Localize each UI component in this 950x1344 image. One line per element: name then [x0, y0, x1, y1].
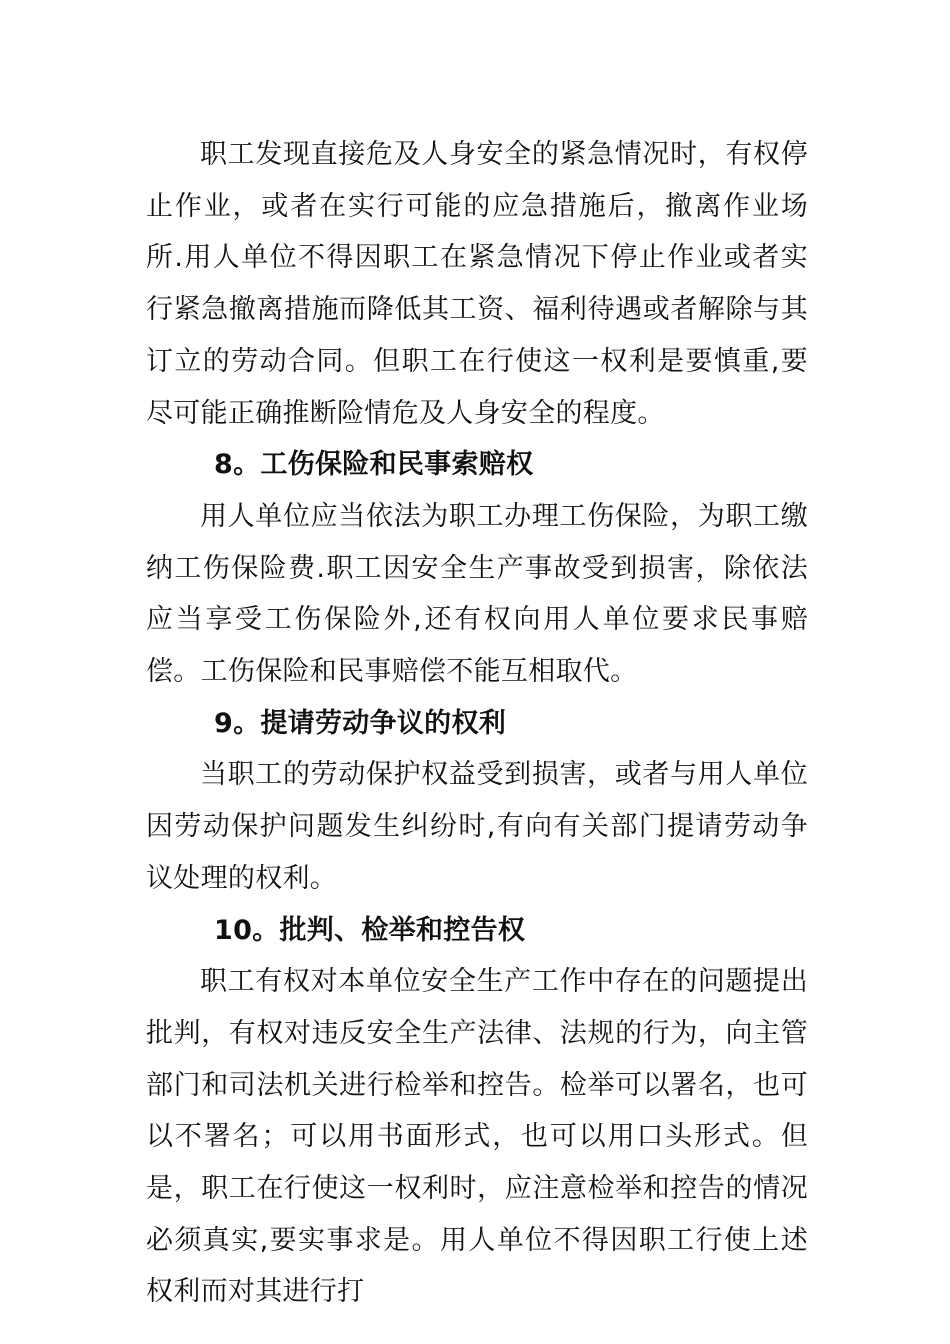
paragraph-emergency-stop: 职工发现直接危及人身安全的紧急情况时，有权停止作业，或者在实行可能的应急措施后，撤离作业场所.用人单位不得因职工在紧急情况下停止作业或者实行紧急撤离措施而降低其工资、福利待遇或者解除与其订立的劳动合同。但职工在行使这一权利是要慎重,要尽可能正确推断险情危及人身安全的程度。 [146, 139, 808, 429]
paragraph-labor-dispute: 当职工的劳动保护权益受到损害，或者与用人单位因劳动保护问题发生纠纷时,有向有关部门提请劳动争议处理的权利。 [146, 759, 808, 894]
section-heading-8: 8。工伤保险和民事索赔权 [214, 449, 534, 481]
paragraph-injury-insurance: 用人单位应当依法为职工办理工伤保险，为职工缴纳工伤保险费.职工因安全生产事故受到损害，除依法应当享受工伤保险外,还有权向用人单位要求民事赔偿。工伤保险和民事赔偿不能互相取代。 [146, 500, 808, 688]
document-page [146, 129, 808, 1318]
section-heading-9: 9。提请劳动争议的权利 [214, 707, 507, 739]
paragraph-criticism-reporting: 职工有权对本单位安全生产工作中存在的问题提出批判，有权对违反安全生产法律、法规的行为，向主管部门和司法机关进行检举和控告。检举可以署名，也可以不署名；可以用书面形式，也可以用口头形式。但是，职工在行使这一权利时，应注意检举和控告的情况必须真实,要实事求是。用人单位不得因职工行使上述权利而对其进行打 [146, 966, 808, 1308]
section-heading-10: 10。批判、检举和控告权 [214, 914, 526, 946]
